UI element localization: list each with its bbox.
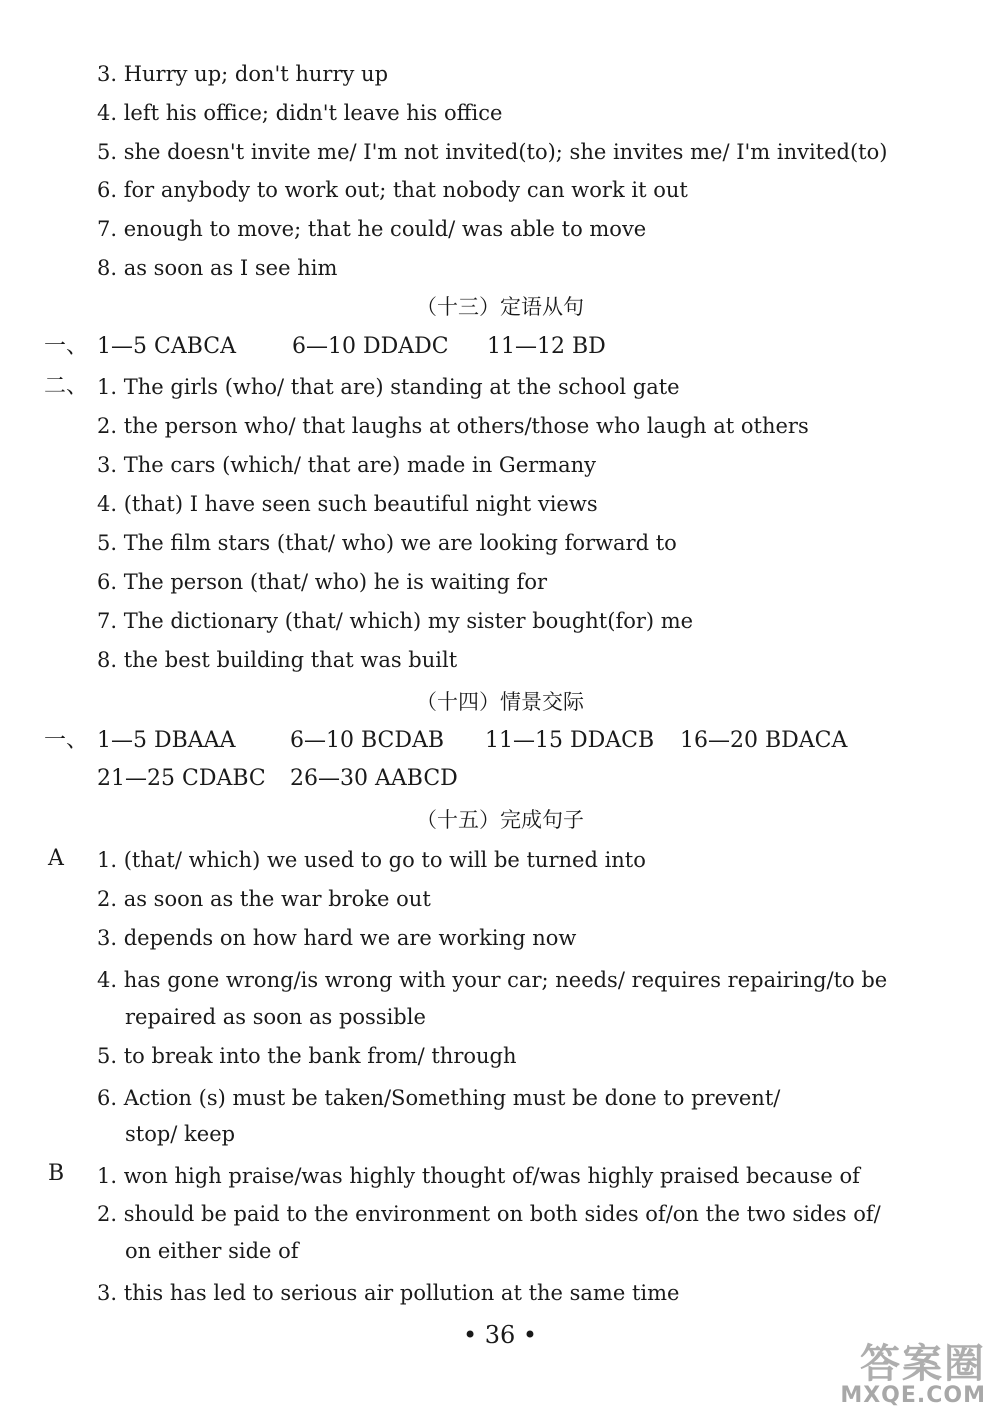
watermark-logo (832, 1330, 992, 1408)
answer-item: 1. won high praise/was highly thought of/was highly praised because of (97, 1164, 860, 1188)
part-label: A (48, 846, 64, 871)
answer-item: 5. The film stars (that/ who) we are looking forward to (97, 531, 677, 555)
page-number: • 36 • (462, 1321, 538, 1349)
answer-item: 1. The girls (who/ that are) standing at the school gate (97, 375, 680, 399)
answer-group: 26—30 AABCD (290, 766, 458, 791)
answer-group: 11—12 BD (487, 334, 606, 359)
section-heading-15: （十五）完成句子 (416, 808, 584, 832)
answer-item-continued: on either side of (125, 1239, 299, 1263)
answer-group: 1—5 CABCA (97, 334, 237, 359)
answer-item: 3. The cars (which/ that are) made in Germany (97, 453, 596, 477)
part-label: 二、 (44, 374, 89, 399)
answer-item: 3. this has led to serious air pollution at the same time (97, 1281, 680, 1305)
part-label: 一、 (44, 728, 89, 753)
answer-item: 7. The dictionary (that/ which) my sister bought(for) me (97, 609, 694, 633)
answer-item: 2. the person who/ that laughs at others/those who laugh at others (97, 414, 809, 438)
answer-item: 2. should be paid to the environment on both sides of/on the two sides of/ (97, 1202, 881, 1226)
part-label: B (48, 1161, 65, 1186)
answer-item: 8. the best building that was built (97, 648, 458, 672)
answer-item-continued: repaired as soon as possible (125, 1005, 426, 1029)
answer-group: 1—5 DBAAA (97, 728, 236, 753)
answer-item: 4. has gone wrong/is wrong with your car; needs/ requires repairing/to be (97, 968, 888, 992)
answer-item: 1. (that/ which) we used to go to will be turned into (97, 848, 646, 872)
answer-item: 8. as soon as I see him (97, 256, 338, 280)
answer-item: 7. enough to move; that he could/ was able to move (97, 217, 647, 241)
answer-item: 6. Action (s) must be taken/Something must be done to prevent/ (97, 1086, 781, 1110)
answer-group: 11—15 DDACB (485, 728, 655, 753)
answer-item: 3. depends on how hard we are working now (97, 926, 577, 950)
answer-group: 21—25 CDABC (97, 766, 266, 791)
section-heading-13: （十三）定语从句 (416, 295, 584, 319)
answer-item: 6. for anybody to work out; that nobody can work it out (97, 178, 688, 202)
part-label: 一、 (44, 334, 89, 359)
answer-item: 2. as soon as the war broke out (97, 887, 431, 911)
answer-group: 16—20 BDACA (680, 728, 848, 753)
answer-item-continued: stop/ keep (125, 1122, 236, 1146)
answer-group: 6—10 DDADC (292, 334, 449, 359)
answer-item: 4. (that) I have seen such beautiful night views (97, 492, 598, 516)
answer-item: 6. The person (that/ who) he is waiting for (97, 570, 548, 594)
answer-item: 3. Hurry up; don't hurry up (97, 62, 389, 86)
answer-item: 5. to break into the bank from/ through (97, 1044, 517, 1068)
answer-item: 5. she doesn't invite me/ I'm not invited(to); she invites me/ I'm invited(to) (97, 140, 888, 164)
watermark-cn: 答案圈 (860, 1341, 986, 1387)
answer-item: 4. left his office; didn't leave his office (97, 101, 503, 125)
section-heading-14: （十四）情景交际 (416, 690, 584, 714)
watermark-en: MXQE.COM (840, 1383, 986, 1408)
answer-group: 6—10 BCDAB (290, 728, 445, 753)
